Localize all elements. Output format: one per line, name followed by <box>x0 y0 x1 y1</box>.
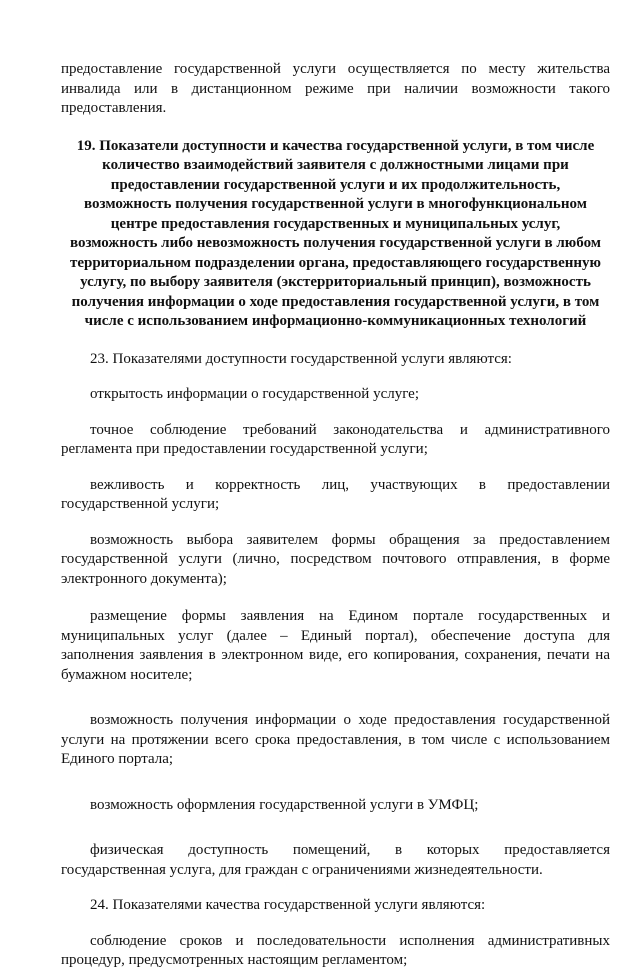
intro-paragraph: предоставление государственной услуги осуществляется по месту жительства инвалида или в дистанционном режиме при наличии возможности такого предоставления. <box>61 61 610 116</box>
paragraph-24: 24. Показателями качества государственной услуги являются: <box>90 897 486 913</box>
document-page <box>61 60 610 971</box>
paragraph-politeness: вежливость и корректность лиц, участвующих в предоставлении государственной услуги; <box>61 476 610 512</box>
section-heading: 19. Показатели доступности и качества государственной услуги, в том числе количество взаимодействий заявителя с должностными лицами при предоставлении государственной услуги и их продолжительность, возможность получения государственной услуги в многофункциональном центре предоставления государственных и муниципальных услуг, возможность либо невозможность получения государственной услуги в любом территориальном подразделении органа, предоставляющего государственную услугу, по выбору заявителя (экстерриториальный принцип), возможность получения информации о ходе предоставления государственной услуги, в том числе с использованием информационно-коммуникационных технологий <box>69 137 602 329</box>
paragraph-choice: возможность выбора заявителем формы обращения за предоставлением государственной услуги (лично, посредством почтового отправления, в форме электронного документа); <box>61 531 610 587</box>
paragraph-umfc: возможность оформления государственной услуги в УМФЦ; <box>90 796 479 813</box>
paragraph-physical: физическая доступность помещений, в которых предоставляется государственная услуга, для граждан с ограничениями жизнедеятельности. <box>61 842 610 878</box>
paragraph-deadlines: соблюдение сроков и последовательности исполнения административных процедур, предусмотренных настоящим регламентом; <box>61 932 610 968</box>
paragraph-compliance: точное соблюдение требований законодательства и административного регламента при предоставлении государственной услуги; <box>61 421 610 457</box>
paragraph-openness: открытость информации о государственной услуге; <box>90 386 420 402</box>
paragraph-23: 23. Показателями доступности государственной услуги являются: <box>90 350 512 367</box>
paragraph-info: возможность получения информации о ходе предоставления государственной услуги на протяжении всего срока предоставления, в том числе с использованием Единого портала; <box>61 712 610 767</box>
paragraph-portal: размещение формы заявления на Едином портале государственных и муниципальных услуг (далее – Единый портал), обеспечение доступа для заполнения заявления в электронном виде, его копирования, сохранения, печати на бумажном носителе; <box>61 608 610 683</box>
